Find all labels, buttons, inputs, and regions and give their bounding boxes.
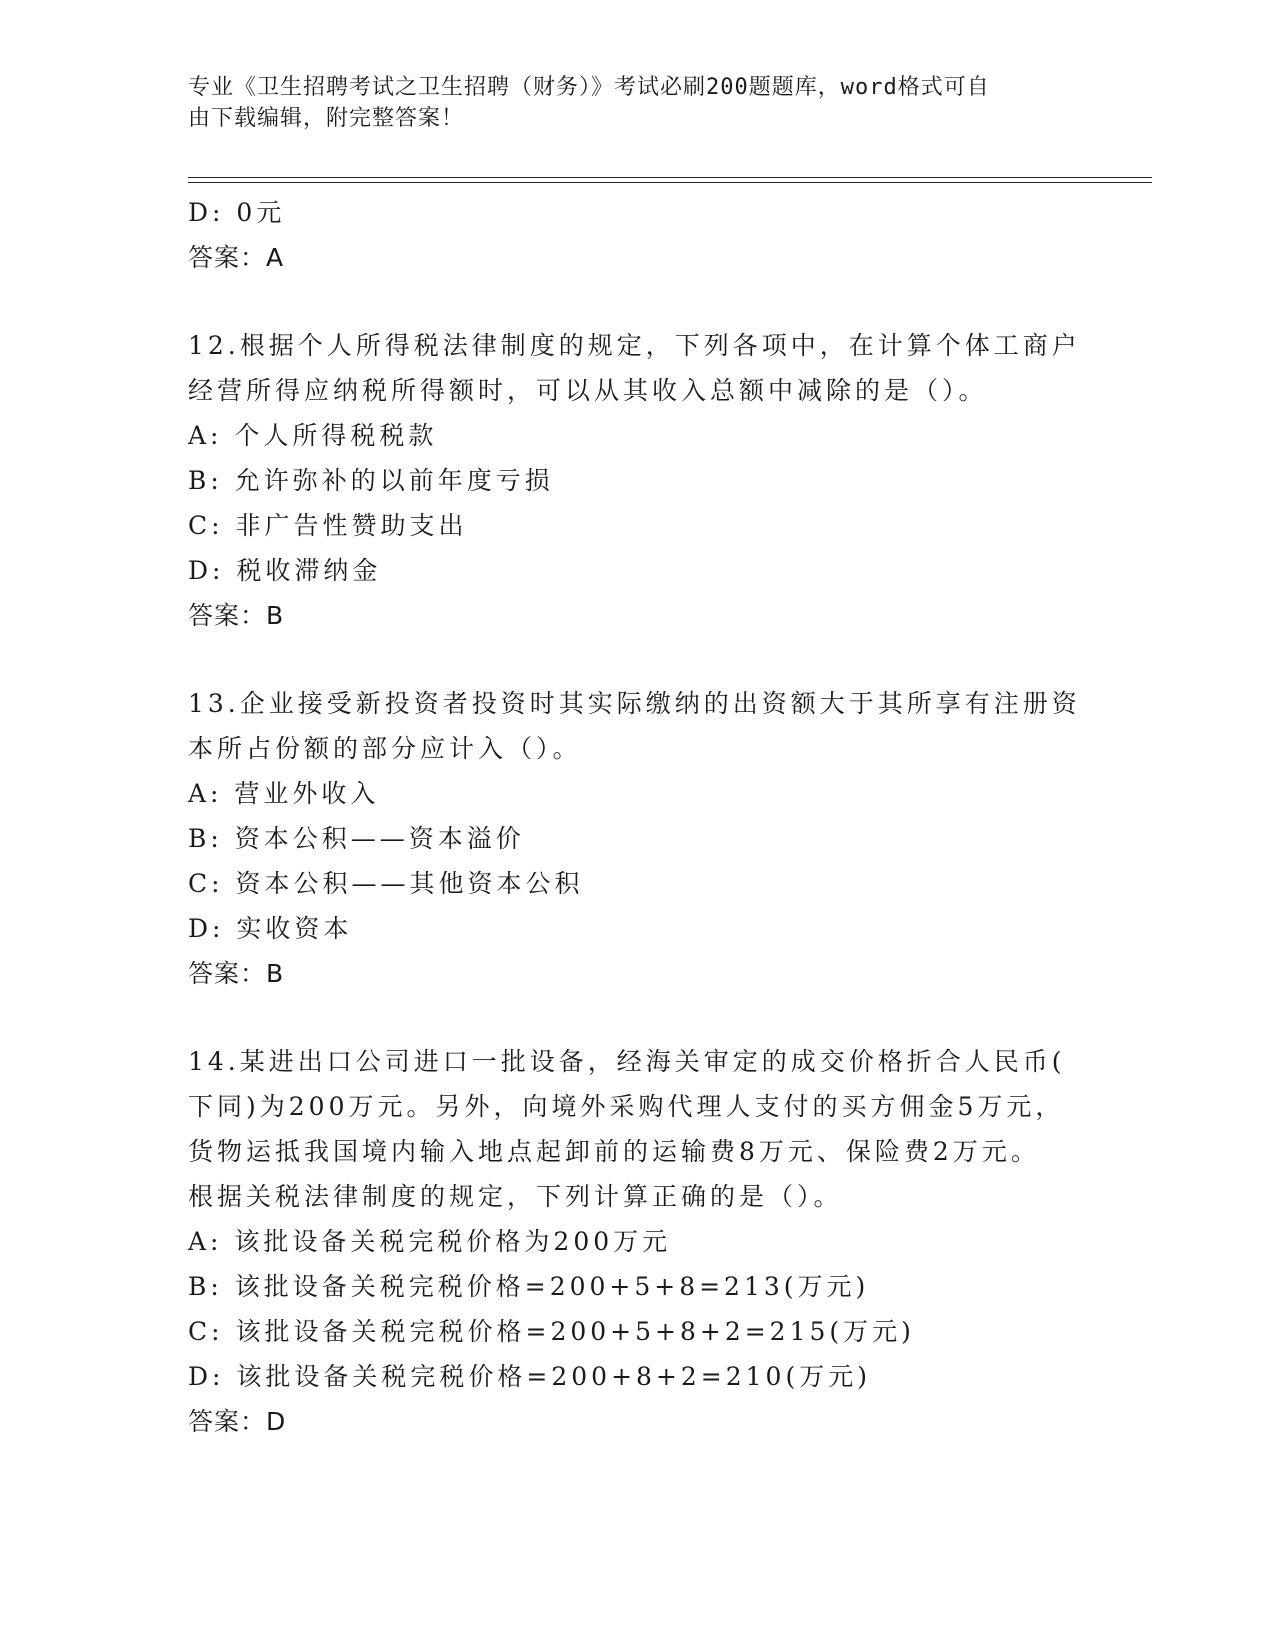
option-b: B: 该批设备关税完税价格=200+5+8=213(万元)	[188, 1272, 870, 1301]
option-b: B: 资本公积——资本溢价	[188, 824, 525, 853]
option-d: D: 实收资本	[188, 914, 353, 943]
header-rule-bottom	[188, 182, 1152, 183]
option-c: C: 该批设备关税完税价格=200+5+8+2=215(万元)	[188, 1317, 915, 1346]
question-content	[188, 190, 1088, 1444]
question-13	[188, 681, 1088, 996]
question-text-line: 本所占份额的部分应计入（）。	[188, 734, 582, 763]
prev-option-d: D: 0元	[188, 198, 286, 227]
answer: 答案：B	[188, 601, 285, 630]
header-line-2: 由下载编辑，附完整答案！	[188, 106, 465, 131]
question-text-line: 货物运抵我国境内输入地点起卸前的运输费8万元、保险费2万元。	[188, 1137, 1040, 1166]
header-line-1: 专业《卫生招聘考试之卫生招聘（财务）》考试必刷200题题库，word格式可自	[188, 75, 990, 100]
question-text-line: 经营所得应纳税所得额时，可以从其收入总额中减除的是（）。	[188, 376, 988, 405]
option-a: A: 个人所得税税款	[188, 421, 438, 450]
document-header	[188, 72, 1068, 134]
option-b: B: 允许弥补的以前年度亏损	[188, 466, 554, 495]
prev-answer: 答案：A	[188, 243, 285, 272]
option-c: C: 资本公积——其他资本公积	[188, 869, 584, 898]
header-rule-top	[188, 177, 1152, 178]
option-d: D: 该批设备关税完税价格=200+8+2=210(万元)	[188, 1362, 871, 1391]
question-12	[188, 323, 1088, 638]
question-text-line: 根据关税法律制度的规定，下列计算正确的是（）。	[188, 1182, 843, 1211]
question-14	[188, 1039, 1088, 1444]
answer: 答案：B	[188, 959, 285, 988]
question-text-line: 13.企业接受新投资者投资时其实际缴纳的出资额大于其所享有注册资	[188, 689, 1081, 718]
option-c: C: 非广告性赞助支出	[188, 511, 468, 540]
option-a: A: 该批设备关税完税价格为200万元	[188, 1227, 672, 1256]
question-text-line: 下同)为200万元。另外，向境外采购代理人支付的买方佣金5万元，	[188, 1092, 1065, 1121]
question-text-line: 14.某进出口公司进口一批设备，经海关审定的成交价格折合人民币(	[188, 1047, 1066, 1076]
answer: 答案：D	[188, 1407, 287, 1436]
question-text-line: 12.根据个人所得税法律制度的规定，下列各项中，在计算个体工商户	[188, 331, 1081, 360]
option-d: D: 税收滞纳金	[188, 556, 382, 585]
option-a: A: 营业外收入	[188, 779, 380, 808]
